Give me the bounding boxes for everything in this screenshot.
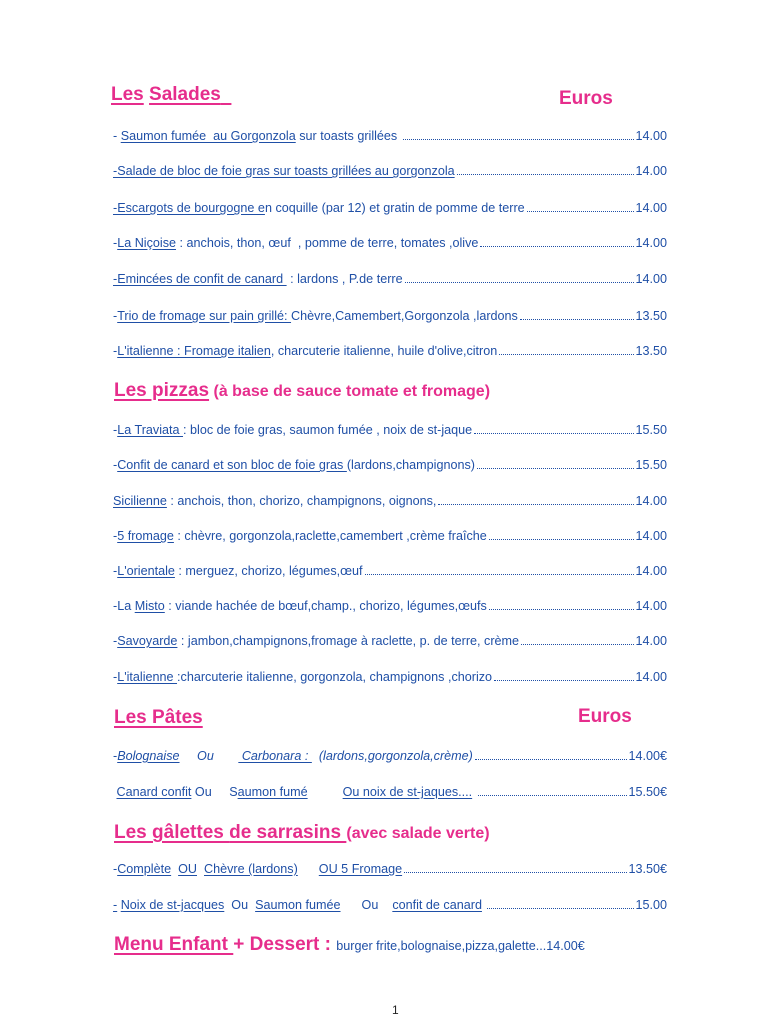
item-text: - xyxy=(113,670,118,684)
item-text: - xyxy=(113,236,118,250)
dot-leader xyxy=(438,504,634,505)
item-text xyxy=(482,898,486,912)
item-text: L'orientale xyxy=(117,564,175,578)
item-price: 15.50 xyxy=(635,423,667,437)
item-text: L'italienne : Fromage italien xyxy=(117,344,271,358)
dot-leader xyxy=(494,680,634,681)
item-text xyxy=(472,785,476,799)
item-text: Savoyarde xyxy=(117,634,178,648)
dot-leader xyxy=(478,795,628,796)
item-text: -Salade de bloc de foie gras sur toasts grillées au gorgonzola xyxy=(113,164,455,178)
heading-subtitle: (à base de sauce tomate et fromage) xyxy=(209,383,491,400)
galettes-heading xyxy=(114,822,490,844)
pates-euros-label: Euros xyxy=(578,706,632,727)
heading-word: Salades xyxy=(149,84,221,105)
item-price: 14.00 xyxy=(635,670,667,684)
menu-item xyxy=(113,529,667,543)
dot-leader xyxy=(405,282,635,283)
item-price: 14.00 xyxy=(635,129,667,143)
menu-item xyxy=(113,862,667,876)
item-text: Ou xyxy=(224,898,256,912)
item-text: : anchois, thon, œuf , pomme de terre, tomates ,olive xyxy=(176,236,479,250)
dot-leader xyxy=(477,468,635,469)
pates-heading xyxy=(114,707,203,729)
item-price: 15.50€ xyxy=(628,785,667,799)
dot-leader xyxy=(403,139,635,140)
item-text: confit de canard xyxy=(392,898,482,912)
item-text: -La xyxy=(113,599,135,613)
item-text: Complète xyxy=(117,862,172,876)
item-text: Sicilienne xyxy=(113,494,167,508)
item-text: OU xyxy=(178,862,197,876)
item-price: 13.50 xyxy=(635,309,667,323)
dot-leader xyxy=(527,211,635,212)
item-price: 14.00 xyxy=(635,272,667,286)
item-text: sur toasts grillées xyxy=(295,129,401,143)
item-text: Ou xyxy=(179,749,239,763)
item-price: 14.00 xyxy=(635,236,667,250)
item-text: - xyxy=(113,634,118,648)
menu-item xyxy=(113,785,667,799)
item-text: Chèvre,Camembert,Gorgonzola ,lardons xyxy=(291,309,518,323)
item-text: -Emincées de confit de canard xyxy=(113,272,287,286)
item-text: aumon fumé xyxy=(237,785,308,799)
menu-item xyxy=(113,309,667,323)
item-text: La Niçoise xyxy=(117,236,177,250)
item-text: 5 fromage xyxy=(117,529,174,543)
item-text: Ou noix de st-jaques.... xyxy=(342,785,473,799)
menu-item xyxy=(113,272,667,286)
menu-item xyxy=(113,898,667,912)
menu-item xyxy=(113,201,667,215)
item-text: : jambon,champignons,fromage à raclette, p. de terre, crème xyxy=(177,634,520,648)
item-price: 14.00 xyxy=(635,564,667,578)
dot-leader xyxy=(475,759,628,760)
item-price: 15.50 xyxy=(635,458,667,472)
dot-leader xyxy=(521,644,634,645)
item-text: Bolognaise xyxy=(117,749,180,763)
dot-leader xyxy=(499,354,634,355)
item-text: : chèvre, gorgonzola,raclette,camembert ,crème fraîche xyxy=(173,529,487,543)
salades-heading xyxy=(111,84,231,106)
menu-item xyxy=(113,164,667,178)
item-text xyxy=(308,785,343,799)
item-text: Ou S xyxy=(191,785,238,799)
item-text: - xyxy=(113,564,118,578)
item-price: 13.50 xyxy=(635,344,667,358)
item-text: Canard confit xyxy=(116,785,192,799)
item-text: La Traviata xyxy=(117,423,184,437)
item-price: 14.00 xyxy=(635,494,667,508)
item-text: - xyxy=(113,129,121,143)
heading-underline xyxy=(221,84,232,105)
item-text: Carbonara : xyxy=(238,749,312,763)
item-text: - xyxy=(113,862,118,876)
item-text: (lardons,champignons) xyxy=(346,458,475,472)
dot-leader xyxy=(489,539,635,540)
item-text: Saumon fumée au Gorgonzola xyxy=(120,129,296,143)
item-price: 14.00 xyxy=(635,529,667,543)
item-text: Ou xyxy=(340,898,393,912)
item-price: 14.00 xyxy=(635,164,667,178)
heading-word: Les xyxy=(111,84,144,105)
heading-word: Les gâlettes xyxy=(114,822,230,843)
dot-leader xyxy=(489,609,635,610)
item-text: Noix de st-jacques xyxy=(120,898,225,912)
item-price: 13.50€ xyxy=(628,862,667,876)
item-text: - xyxy=(113,458,118,472)
item-text: : bloc de foie gras, saumon fumée , noix de st-jaque xyxy=(183,423,473,437)
menu-item xyxy=(113,670,667,684)
menu-item xyxy=(113,599,667,613)
dot-leader xyxy=(520,319,635,320)
enfant-price: 14.00€ xyxy=(546,939,585,953)
heading-word: Menu Enfant xyxy=(114,934,234,955)
item-price: 14.00 xyxy=(635,201,667,215)
item-text: Saumon fumée xyxy=(255,898,341,912)
item-text xyxy=(298,862,319,876)
menu-item xyxy=(113,344,667,358)
heading-subtitle: (avec salade verte) xyxy=(346,825,490,842)
heading-word: Les pizzas xyxy=(114,380,210,401)
item-text: - xyxy=(113,309,118,323)
item-text: n coquille (par 12) et gratin de pomme de terre xyxy=(264,201,525,215)
menu-item xyxy=(113,749,667,763)
heading-word: Les Pâtes xyxy=(114,707,203,728)
heading-word: de sarrasins xyxy=(229,822,347,843)
item-text: OU 5 Fromage xyxy=(318,862,403,876)
enfant-desc: burger frite,bolognaise,pizza,galette... xyxy=(336,939,547,953)
menu-item xyxy=(113,458,667,472)
item-text: : lardons , P.de terre xyxy=(286,272,403,286)
item-text: - xyxy=(113,344,118,358)
item-text: : viande hachée de bœuf,champ., chorizo, légumes,œufs xyxy=(164,599,487,613)
item-text: : anchois, thon, chorizo, champignons, oignons, xyxy=(166,494,437,508)
item-text: - xyxy=(113,898,118,912)
menu-item xyxy=(113,494,667,508)
dot-leader xyxy=(365,574,635,575)
dot-leader xyxy=(474,433,634,434)
item-price: 14.00€ xyxy=(628,749,667,763)
item-text: -Escargots de bourgogne e xyxy=(113,201,265,215)
salades-euros-label: Euros xyxy=(559,88,613,109)
item-text: , charcuterie italienne, huile d'olive,citron xyxy=(270,344,498,358)
item-text: : merguez, chorizo, légumes,œuf xyxy=(174,564,363,578)
item-text: - xyxy=(113,749,118,763)
item-text: Misto xyxy=(134,599,165,613)
menu-item xyxy=(113,564,667,578)
dot-leader xyxy=(487,908,634,909)
heading-word: + Dessert : xyxy=(233,934,337,955)
item-text: - xyxy=(113,423,118,437)
item-text xyxy=(171,862,178,876)
page-number: 1 xyxy=(392,1003,399,1017)
dot-leader xyxy=(404,872,627,873)
menu-item xyxy=(113,129,667,143)
item-price: 14.00 xyxy=(635,634,667,648)
menu-item xyxy=(113,634,667,648)
item-text xyxy=(197,862,204,876)
item-text: L'italienne xyxy=(117,670,178,684)
item-text: (lardons,gorgonzola,crème) xyxy=(311,749,473,763)
dot-leader xyxy=(457,174,635,175)
item-text: Chèvre (lardons) xyxy=(204,862,298,876)
dot-leader xyxy=(480,246,634,247)
menu-item xyxy=(113,236,667,250)
enfant-heading xyxy=(114,934,585,956)
pizzas-heading xyxy=(114,380,490,402)
item-price: 14.00 xyxy=(635,599,667,613)
item-text: Confit de canard et son bloc de foie gras xyxy=(117,458,347,472)
menu-item xyxy=(113,423,667,437)
item-text: :charcuterie italienne, gorgonzola, champignons ,chorizo xyxy=(177,670,493,684)
item-text: - xyxy=(113,529,118,543)
item-text: Trio de fromage sur pain grillé: xyxy=(117,309,292,323)
item-price: 15.00 xyxy=(635,898,667,912)
